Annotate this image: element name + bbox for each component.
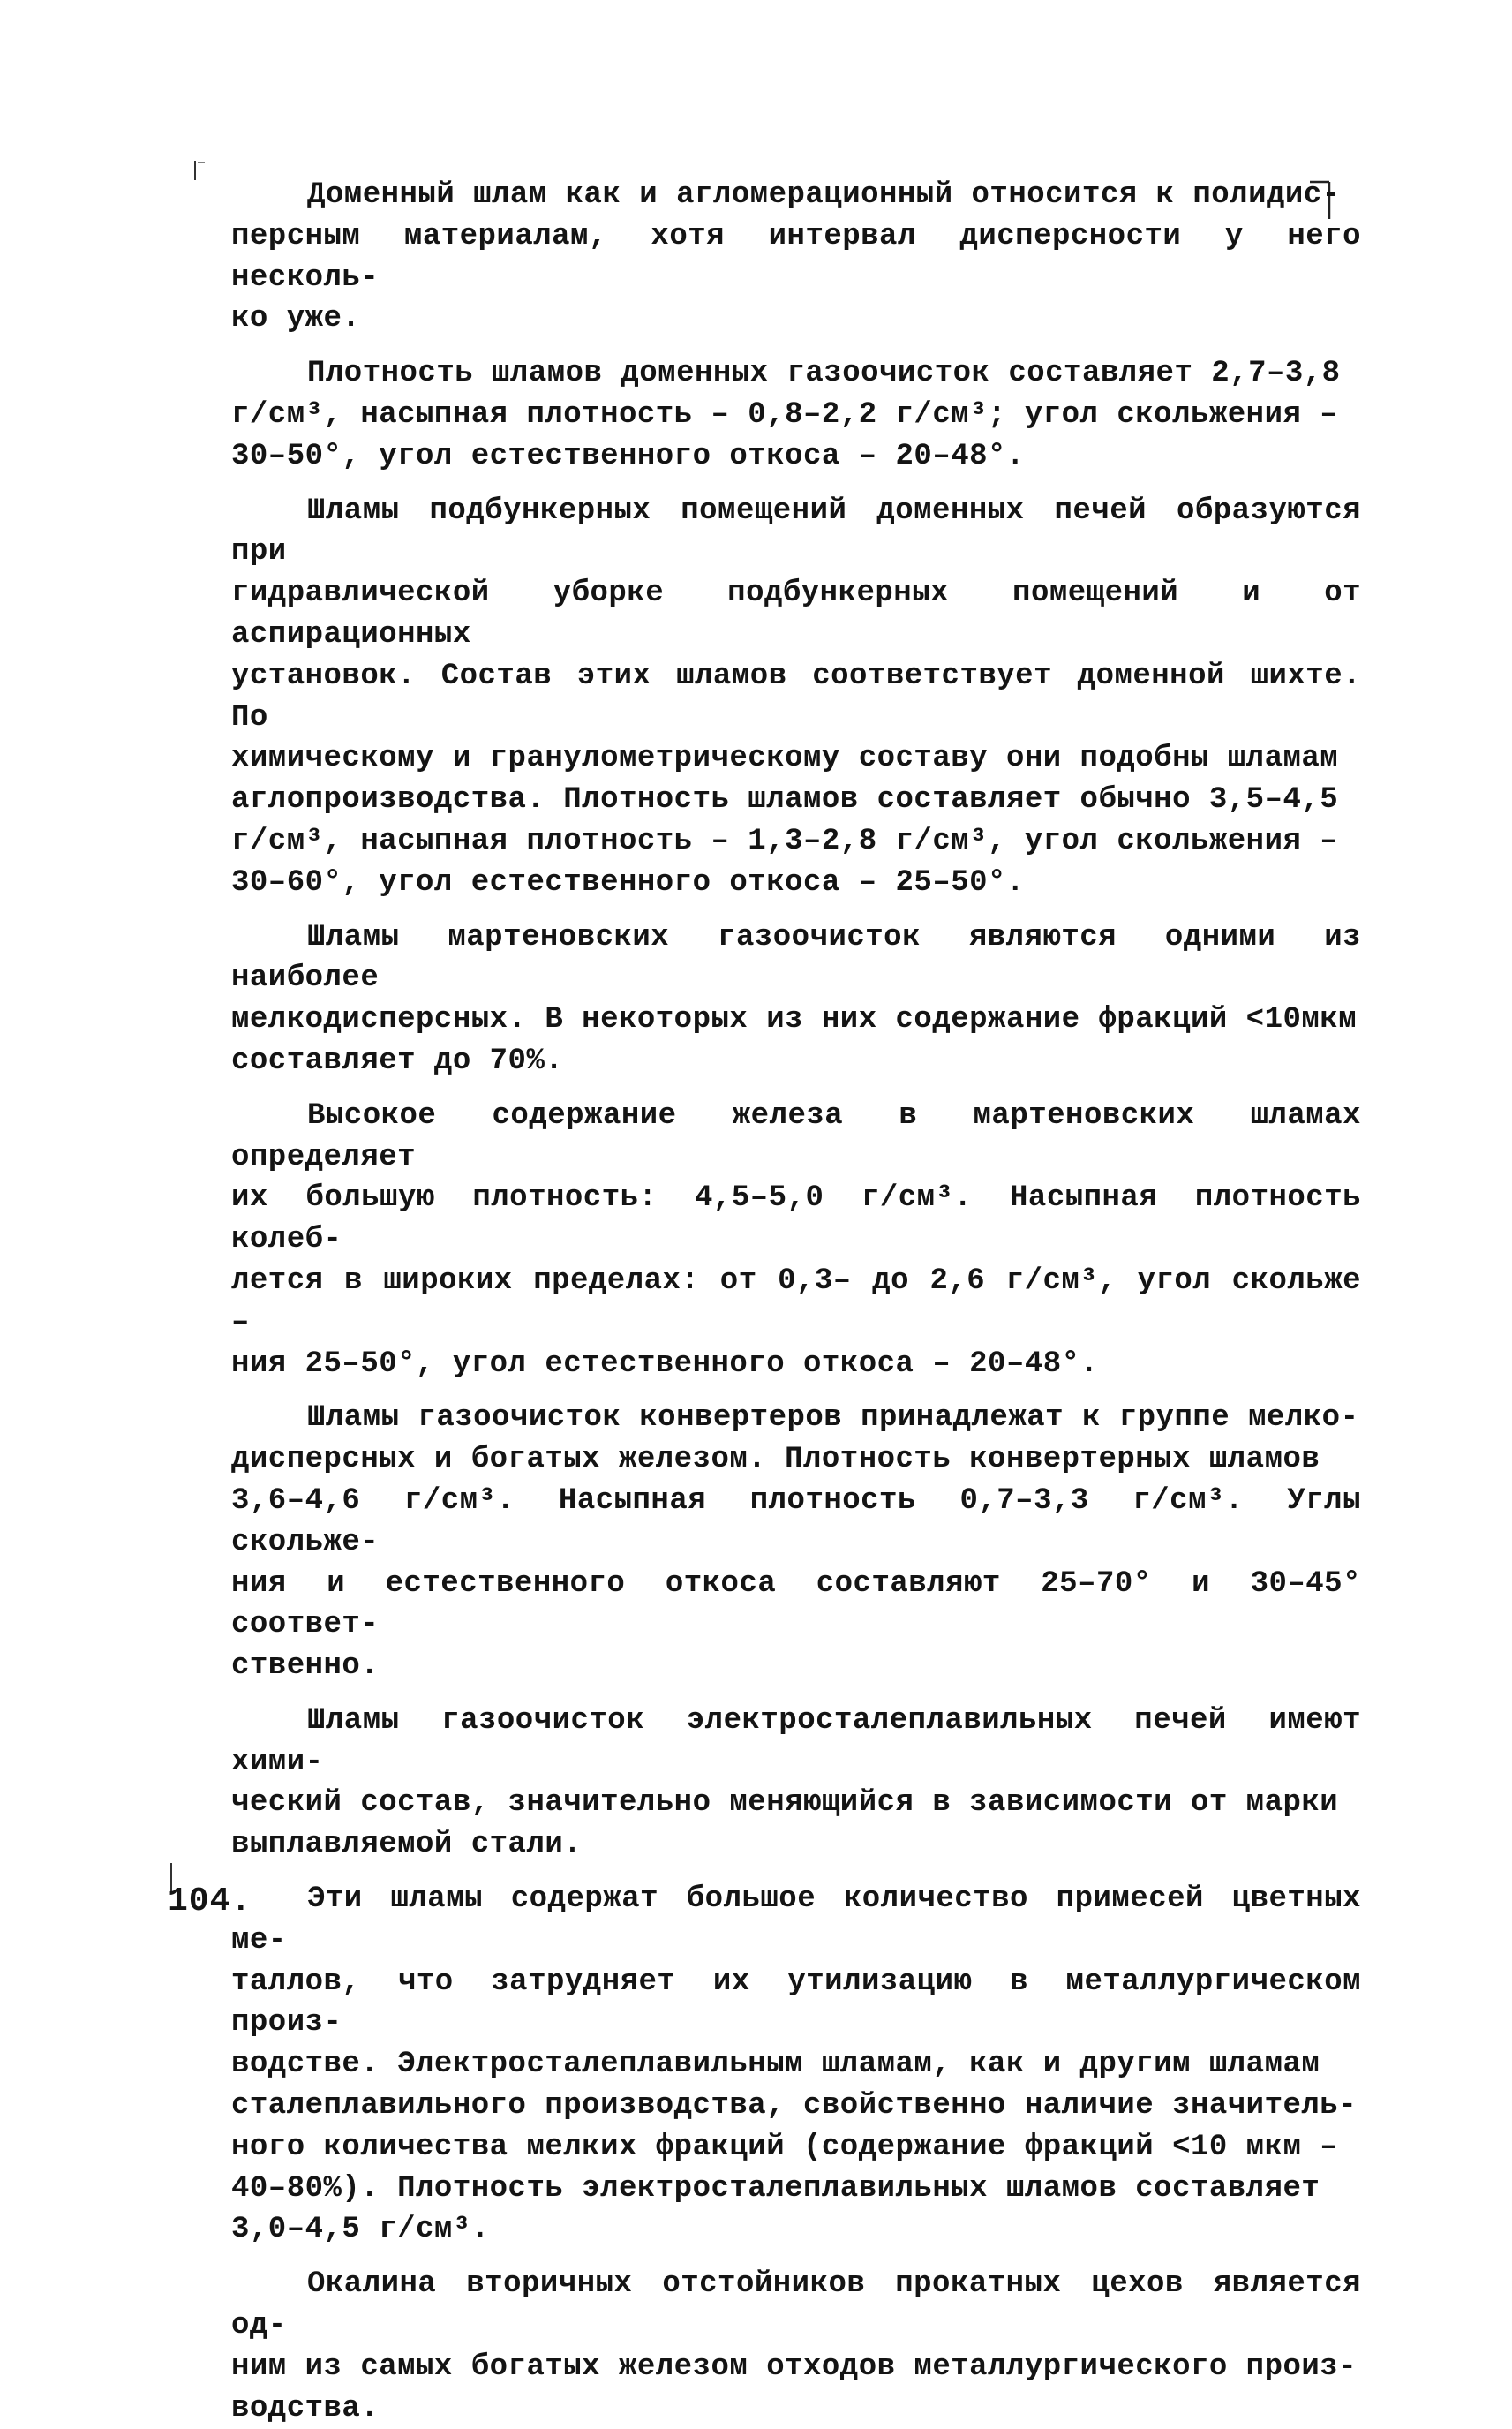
page-number: 104. <box>168 1882 252 1920</box>
paragraph-sludge-density: Плотность шламов доменных газоочисток составляет 2,7–3,8 г/см³, насыпная плотность – 0,8–2,2 г/см³; угол скольжения – 30–50°, угол естественного откоса – 20–48°. <box>231 357 1341 473</box>
paragraph-open-hearth-sludge: Шламы мартеновских газоочисток являются одними из наиболее мелкодисперсных. В некоторых из них содержание фракций <10мкм составляет до 70%. <box>231 920 1361 1078</box>
top-left-corner-mark <box>192 159 207 182</box>
paragraph-electric-furnace-sludge: Шламы газоочисток электросталеплавильных печей имеют хими- ческий состав, значительно меняющийся в зависимости от марки выплавляемой стали. <box>231 1703 1361 1862</box>
paragraph-converter-sludge: Шламы газоочисток конвертеров принадлежат к группе мелко- дисперсных и богатых железом. Плотность конвертерных шламов 3,6–4,6 г/см³. Насыпная плотность 0,7–3,3 г/см³. Углы скольже- ния и естественного откоса составляют 25–70° и 30–45° соответ- ственно. <box>231 1401 1361 1684</box>
paragraph-bunker-sludge: Шламы подбункерных помещений доменных печей образуются при гидравлической уборке подбункерных помещений и от аспирационных установок. Состав этих шламов соответствует доменной шихте. По химическому и гранулометрическому составу они подобны шламам аглопроизводства. Плотность шламов составляет обычно 3,5–4,5 г/см³, насыпная плотность – 1,3–2,8 г/см³, угол скольжения – 30–60°, угол естественного откоса – 25–50°. <box>231 494 1361 900</box>
paragraph-mill-scale: Окалина вторичных отстойников прокатных цехов является од- ним из самых богатых железом отходов металлургического произ- водства. <box>231 2267 1361 2425</box>
paragraph-iron-content: Высокое содержание железа в мартеновских шламах определяет их большую плотность: 4,5–5,0 г/см³. Насыпная плотность колеб- лется в широких пределах: от 0,3– до 2,6 г/см³, угол скольже – ния 25–50°, угол естественного откоса – 20–48°. <box>231 1098 1361 1381</box>
paragraph-nonferrous-impurities: Эти шламы содержат большое количество примесей цветных ме- таллов, что затрудняет их утилизацию в металлургическом произ- водстве. Электросталеплавильным шламам, как и другим шламам сталеплавильного производства, свойственно наличие значитель- ного количества мелких фракций (содержание фракций <10 мкм – 40–80%). Плотность электросталеплавильных шламов составляет 3,0–4,5 г/см³. <box>231 1882 1361 2247</box>
paragraph-blast-furnace-sludge: Доменный шлам как и агломерационный относится к полидис- персным материалам, хотя интервал дисперсности у него несколь- ко уже. <box>231 178 1361 336</box>
body-text <box>231 175 1361 2429</box>
